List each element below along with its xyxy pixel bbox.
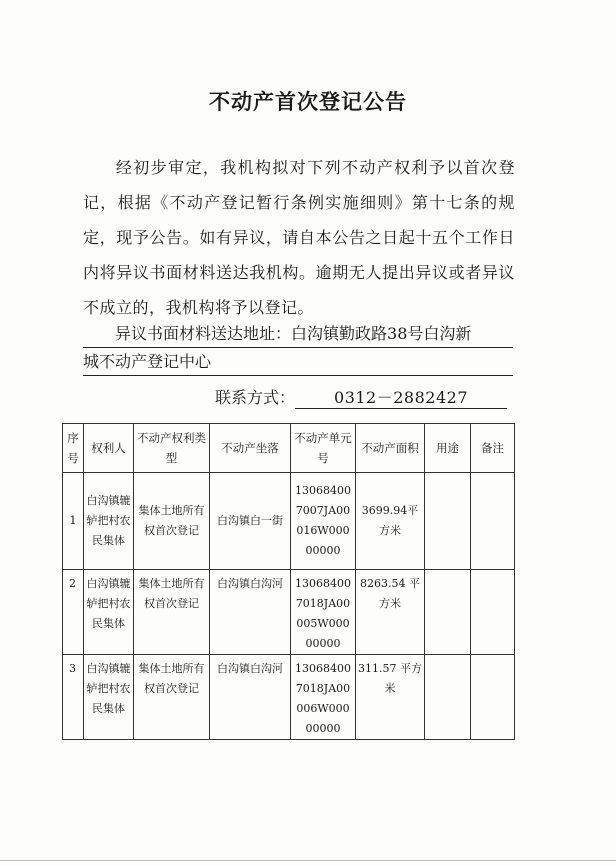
header-cell: 序号 — [63, 424, 84, 473]
scan-edge — [0, 860, 616, 861]
address-line-1 — [83, 320, 513, 348]
page-title: 不动产首次登记公告 — [209, 90, 407, 114]
cell-type: 集体土地所有权首次登记 — [134, 473, 210, 570]
cell-holder: 白沟镇辘轳把村农民集体 — [84, 570, 134, 655]
cell-unit: 130684007018JA00006W00000000 — [291, 655, 356, 740]
header-cell: 用途 — [425, 424, 471, 473]
cell-use — [425, 570, 471, 655]
header-cell: 不动产面积 — [356, 424, 425, 473]
cell-location: 白沟镇白沟河 — [210, 655, 291, 740]
cell-seq: 3 — [63, 655, 84, 740]
cell-location: 白沟镇白一街 — [210, 473, 291, 570]
contact-block — [215, 385, 507, 409]
cell-note — [471, 473, 515, 570]
header-cell: 备注 — [471, 424, 515, 473]
cell-area: 3699.94平方米 — [356, 473, 425, 570]
header-cell: 权利人 — [84, 424, 134, 473]
cell-unit: 130684007007JA00016W00000000 — [291, 473, 356, 570]
cell-seq: 2 — [63, 570, 84, 655]
address-value-2: 城不动产登记中心 — [83, 352, 212, 371]
address-block — [83, 320, 515, 376]
cell-use — [425, 473, 471, 570]
table-row — [63, 570, 515, 655]
cell-seq: 1 — [63, 473, 84, 570]
cell-area: 8263.54 平方米 — [356, 570, 425, 655]
cell-holder: 白沟镇辘轳把村农民集体 — [84, 473, 134, 570]
table-row — [63, 473, 515, 570]
address-label: 异议书面材料送达地址： — [115, 324, 292, 343]
contact-value: 0312－2882427 — [295, 385, 507, 409]
notice-text: 经初步审定，我机构拟对下列不动产权利予以首次登记，根据《不动产登记暂行条例实施细则》第十七条的规定，现予公告。如有异议，请自本公告之日起十五个工作日内将异议书面材料送达我机构。逾期无人提出异议或者异议不成立的，我机构将予以登记。 — [83, 158, 515, 317]
header-cell: 不动产坐落 — [210, 424, 291, 473]
cell-holder: 白沟镇辘轳把村农民集体 — [84, 655, 134, 740]
cell-location: 白沟镇白沟河 — [210, 570, 291, 655]
cell-note — [471, 570, 515, 655]
cell-use — [425, 655, 471, 740]
cell-type: 集体土地所有权首次登记 — [134, 655, 210, 740]
cell-unit: 130684007018JA00005W00000000 — [291, 570, 356, 655]
header-cell: 不动产权利类型 — [134, 424, 210, 473]
address-line-2 — [83, 348, 513, 376]
header-cell: 不动产单元号 — [291, 424, 356, 473]
address-value-1: 白沟镇勤政路38号白沟新 — [291, 324, 472, 343]
contact-label: 联系方式： — [215, 388, 296, 407]
notice-body — [83, 150, 515, 325]
table-row — [63, 655, 515, 740]
cell-note — [471, 655, 515, 740]
cell-area: 311.57 平方米 — [356, 655, 425, 740]
cell-type: 集体土地所有权首次登记 — [134, 570, 210, 655]
property-table — [62, 423, 515, 740]
table-header-row — [63, 424, 515, 473]
